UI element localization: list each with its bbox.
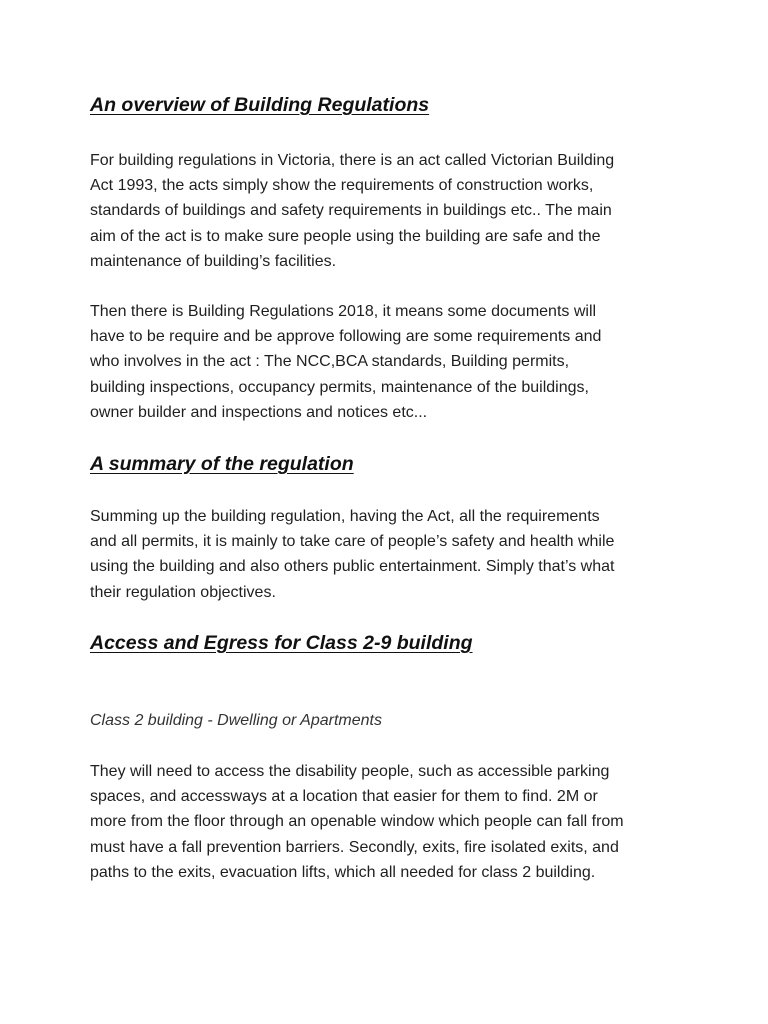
paragraph-victorian-building-act (90, 148, 690, 274)
text-line: Then there is Building Regulations 2018, it means some documents will (90, 303, 597, 320)
text-line: Act 1993, the acts simply show the requirements of construction works, (90, 177, 594, 195)
text-line: owner builder and inspections and notices etc... (90, 403, 428, 421)
text-line: maintenance of building’s facilities. (90, 252, 337, 270)
paragraph-building-regulations-2018 (90, 299, 690, 425)
text-line: For building regulations in Victoria, there is an act called Victorian Building (90, 152, 615, 169)
section-heading-overview: An overview of Building Regulations (90, 94, 430, 116)
text-line: and all permits, it is mainly to take care of people’s safety and health while (90, 533, 615, 551)
text-line: Summing up the building regulation, having the Act, all the requirements (90, 508, 600, 525)
text-line: who involves in the act : The NCC,BCA standards, Building permits, (90, 353, 570, 371)
text-line: more from the floor through an openable window which people can fall from (90, 813, 624, 831)
paragraph-regulation-summary (90, 504, 690, 605)
section-heading-summary: A summary of the regulation (90, 453, 354, 475)
text-line: using the building and also others public entertainment. Simply that’s what (90, 558, 615, 576)
text-line: have to be require and be approve following are some requirements and (90, 328, 602, 346)
text-line: They will need to access the disability people, such as accessible parking (90, 763, 610, 780)
text-line: aim of the act is to make sure people using the building are safe and the (90, 227, 601, 245)
text-line: their regulation objectives. (90, 583, 276, 601)
text-line: must have a fall prevention barriers. Secondly, exits, fire isolated exits, and (90, 838, 619, 856)
paragraph-class-2-requirements (90, 759, 690, 885)
section-heading-access-egress: Access and Egress for Class 2-9 building (90, 632, 473, 654)
text-line: spaces, and accessways at a location that easier for them to find. 2M or (90, 788, 598, 806)
text-line: paths to the exits, evacuation lifts, which all needed for class 2 building. (90, 863, 596, 881)
text-line: standards of buildings and safety requirements in buildings etc.. The main (90, 202, 612, 220)
text-line: building inspections, occupancy permits, maintenance of the buildings, (90, 378, 589, 396)
subheading-class-2-building: Class 2 building - Dwelling or Apartments (90, 712, 382, 729)
